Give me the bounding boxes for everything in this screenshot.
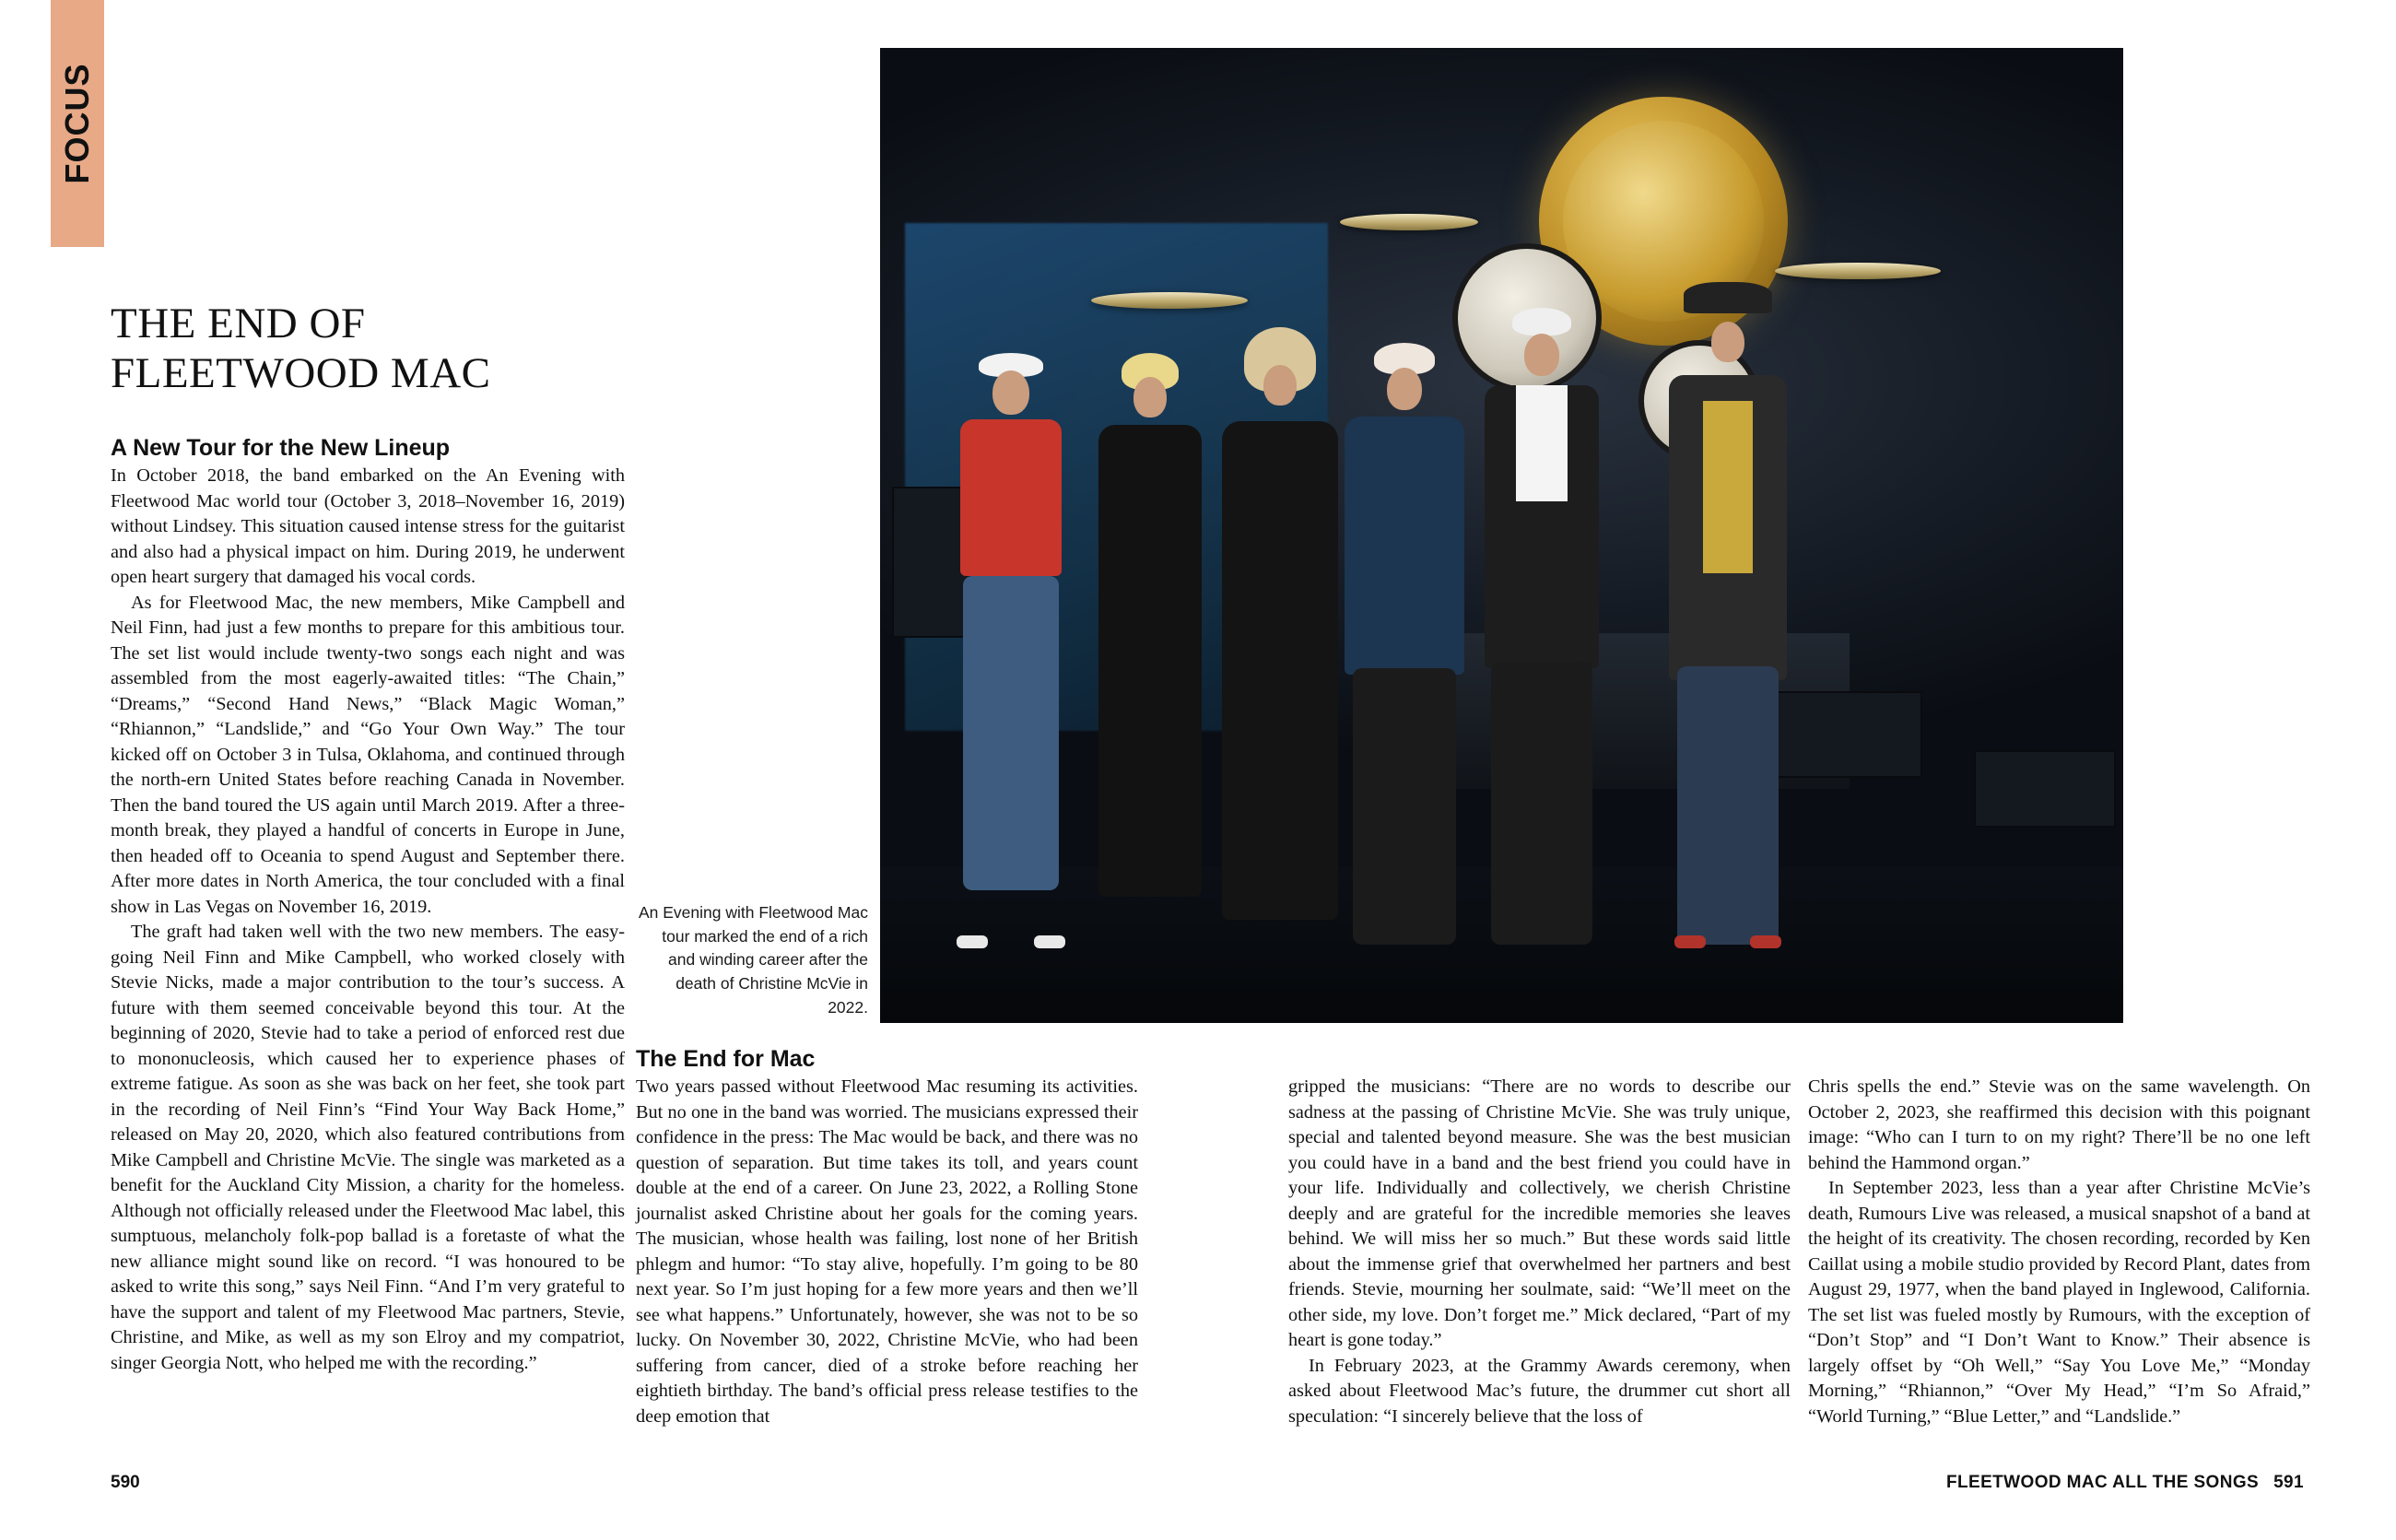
paragraph: As for Fleetwood Mac, the new members, Mike Campbell and Neil Finn, had just a few months to prepare for this ambitious tour. The set list would include twenty-two songs each night and was assembled from the most eagerly-awaited titles: “The Chain,” “Dreams,” “Second Hand News,” “Black Magic Woman,” “Rhiannon,” “Landslide,” and “Go Your Own Way.” The tour kicked off on October 3 in Tulsa, Oklahoma, and continued through the north-ern United States before reaching Canada in November. Then the band toured the US again until March 2019. After a three-month break, they played a handful of concerts in Europe in June, then headed off to Oceania to spend August and September there. After more dates in North America, the tour concluded with a final show in Las Vegas on November 16, 2019.: [111, 592, 625, 917]
paragraph: Chris spells the end.” Stevie was on the same wavelength. On October 2, 2023, she reaffirmed this decision with this poignant image: “Who can I turn to on my right? There’ll be no one left behind the Hammond organ.”: [1808, 1076, 2310, 1173]
article-subheading: A New Tour for the New Lineup: [111, 435, 451, 461]
stage-speaker: [1974, 750, 2116, 828]
paragraph: In September 2023, less than a year after Christine McVie’s death, Rumours Live was released, a musical snapshot of a band at the height of its creativity. The chosen recording, recorded by Ken Caillat using a mobile studio provided by Record Plant, dates from August 29, 1977, when the band played in Inglewood, California. The set list was fueled mostly by Rumours, with the exception of “Don’t Stop” and “I Don’t Want to Know.” Their absence is largely offset by “Oh Well,” “Say You Love Me,” “Monday Morning,” “Rhiannon,” “Over My Head,” “I’m So Afraid,” “World Turning,” “Blue Letter,” and “Landslide.”: [1808, 1178, 2310, 1427]
section-body-column-1: [636, 1075, 1138, 1429]
band-photo: [880, 48, 2123, 1023]
footer-right: [1946, 1473, 2304, 1493]
page-number-left: 590: [111, 1473, 140, 1492]
cymbal-icon: [1091, 292, 1248, 309]
paragraph: gripped the musicians: “There are no words to describe our sadness at the passing of Christine McVie. She was truly unique, special and talented beyond measure. She was the best musician you could have in a band and the best friend you could have in your life. Individually and collectively, we cherish Christine deeply and are grateful for the incredible memories she leaves behind. We will miss her so much.” But these words said little about the immense grief that overwhelmed her partners and best friends. Stevie, mourning her soulmate, said: “We’ll meet on the other side, my love. Don’t forget me.” Mick declared, “Part of my heart is gone today.”: [1288, 1076, 1791, 1350]
paragraph: In February 2023, at the Grammy Awards ceremony, when asked about Fleetwood Mac’s future, the drummer cut short all speculation: “I sincerely believe that the loss of: [1288, 1355, 1791, 1427]
section-body-column-2: [1288, 1075, 1791, 1429]
cymbal-icon: [1340, 214, 1478, 230]
paragraph: Two years passed without Fleetwood Mac resuming its activities. But no one in the band was worried. The musicians expressed their confidence in the press: The Mac would be back, and there was no question of separation. But time takes its toll, and years count double at the end of a career. On June 23, 2022, a Rolling Stone journalist asked Christine about her goals for the coming years. The musician, whose health was failing, lost none of her British phlegm and humor: “To stay alive, hopefully. I’m going to be 80 next year. So I’m just hoping for a few more years and then we’ll see what happens.” Unfortunately, however, she was not to be so lucky. On November 30, 2022, Christine McVie, who had been suffering from cancer, died of a stroke before reaching her eightieth birthday. The band’s official press release testifies to the deep emotion that: [636, 1076, 1138, 1427]
band-member: [1663, 282, 1792, 945]
book-title: FLEETWOOD MAC ALL THE SONGS: [1946, 1473, 2260, 1492]
section-heading: The End for Mac: [636, 1046, 816, 1072]
page-title: THE END OF FLEETWOOD MAC: [111, 300, 491, 397]
photo-caption: An Evening with Fleetwood Mac tour marked the end of a rich and winding career after the death of Christine McVie in 2022.: [638, 903, 868, 1017]
section-body-column-3: [1808, 1075, 2310, 1429]
band-member: [1340, 331, 1469, 946]
focus-tab-label: FOCUS: [58, 63, 96, 184]
band-member: [942, 340, 1080, 945]
band-member: [1477, 301, 1606, 945]
band-member: [1216, 321, 1345, 945]
paragraph: The graft had taken well with the two new members. The easy-going Neil Finn and Mike Campbell, who worked closely with Stevie Nicks, made a major contribution to the tour’s success. A future with them seemed conceivable beyond this tour. At the beginning of 2020, Stevie had to take a period of enforced rest due to mononucleosis, which caused her to experience phases of extreme fatigue. As soon as she was back on her feet, she took part in the recording of Neil Finn’s “Find Your Way Back Home,” released on May 20, 2020, which also featured contributions from Mike Campbell and Christine McVie. The single was marketed as a benefit for the Auckland City Mission, a charity for the homeless. Although not officially released under the Fleetwood Mac label, this sumptuous, melancholy folk-pop ballad is a foretaste of what the new alliance might sound like on record. “I was honoured to be asked to write this song,” says Neil Finn. “And I’m very grateful to have the support and talent of my Fleetwood Mac partners, Stevie, Christine, and Mike, as well as my son Elroy and my compatriot, singer Georgia Nott, who helped me with the recording.”: [111, 922, 625, 1373]
band-member: [1091, 340, 1209, 945]
article-body-column: [111, 464, 625, 1376]
cymbal-icon: [1775, 263, 1941, 279]
page-number-right: 591: [2273, 1473, 2304, 1492]
paragraph: In October 2018, the band embarked on the An Evening with Fleetwood Mac world tour (October 3, 2018–November 16, 2019) without Lindsey. This situation caused intense stress for the guitarist and also had a physical impact on him. During 2019, he underwent open heart surgery that damaged his vocal cords.: [111, 465, 625, 587]
